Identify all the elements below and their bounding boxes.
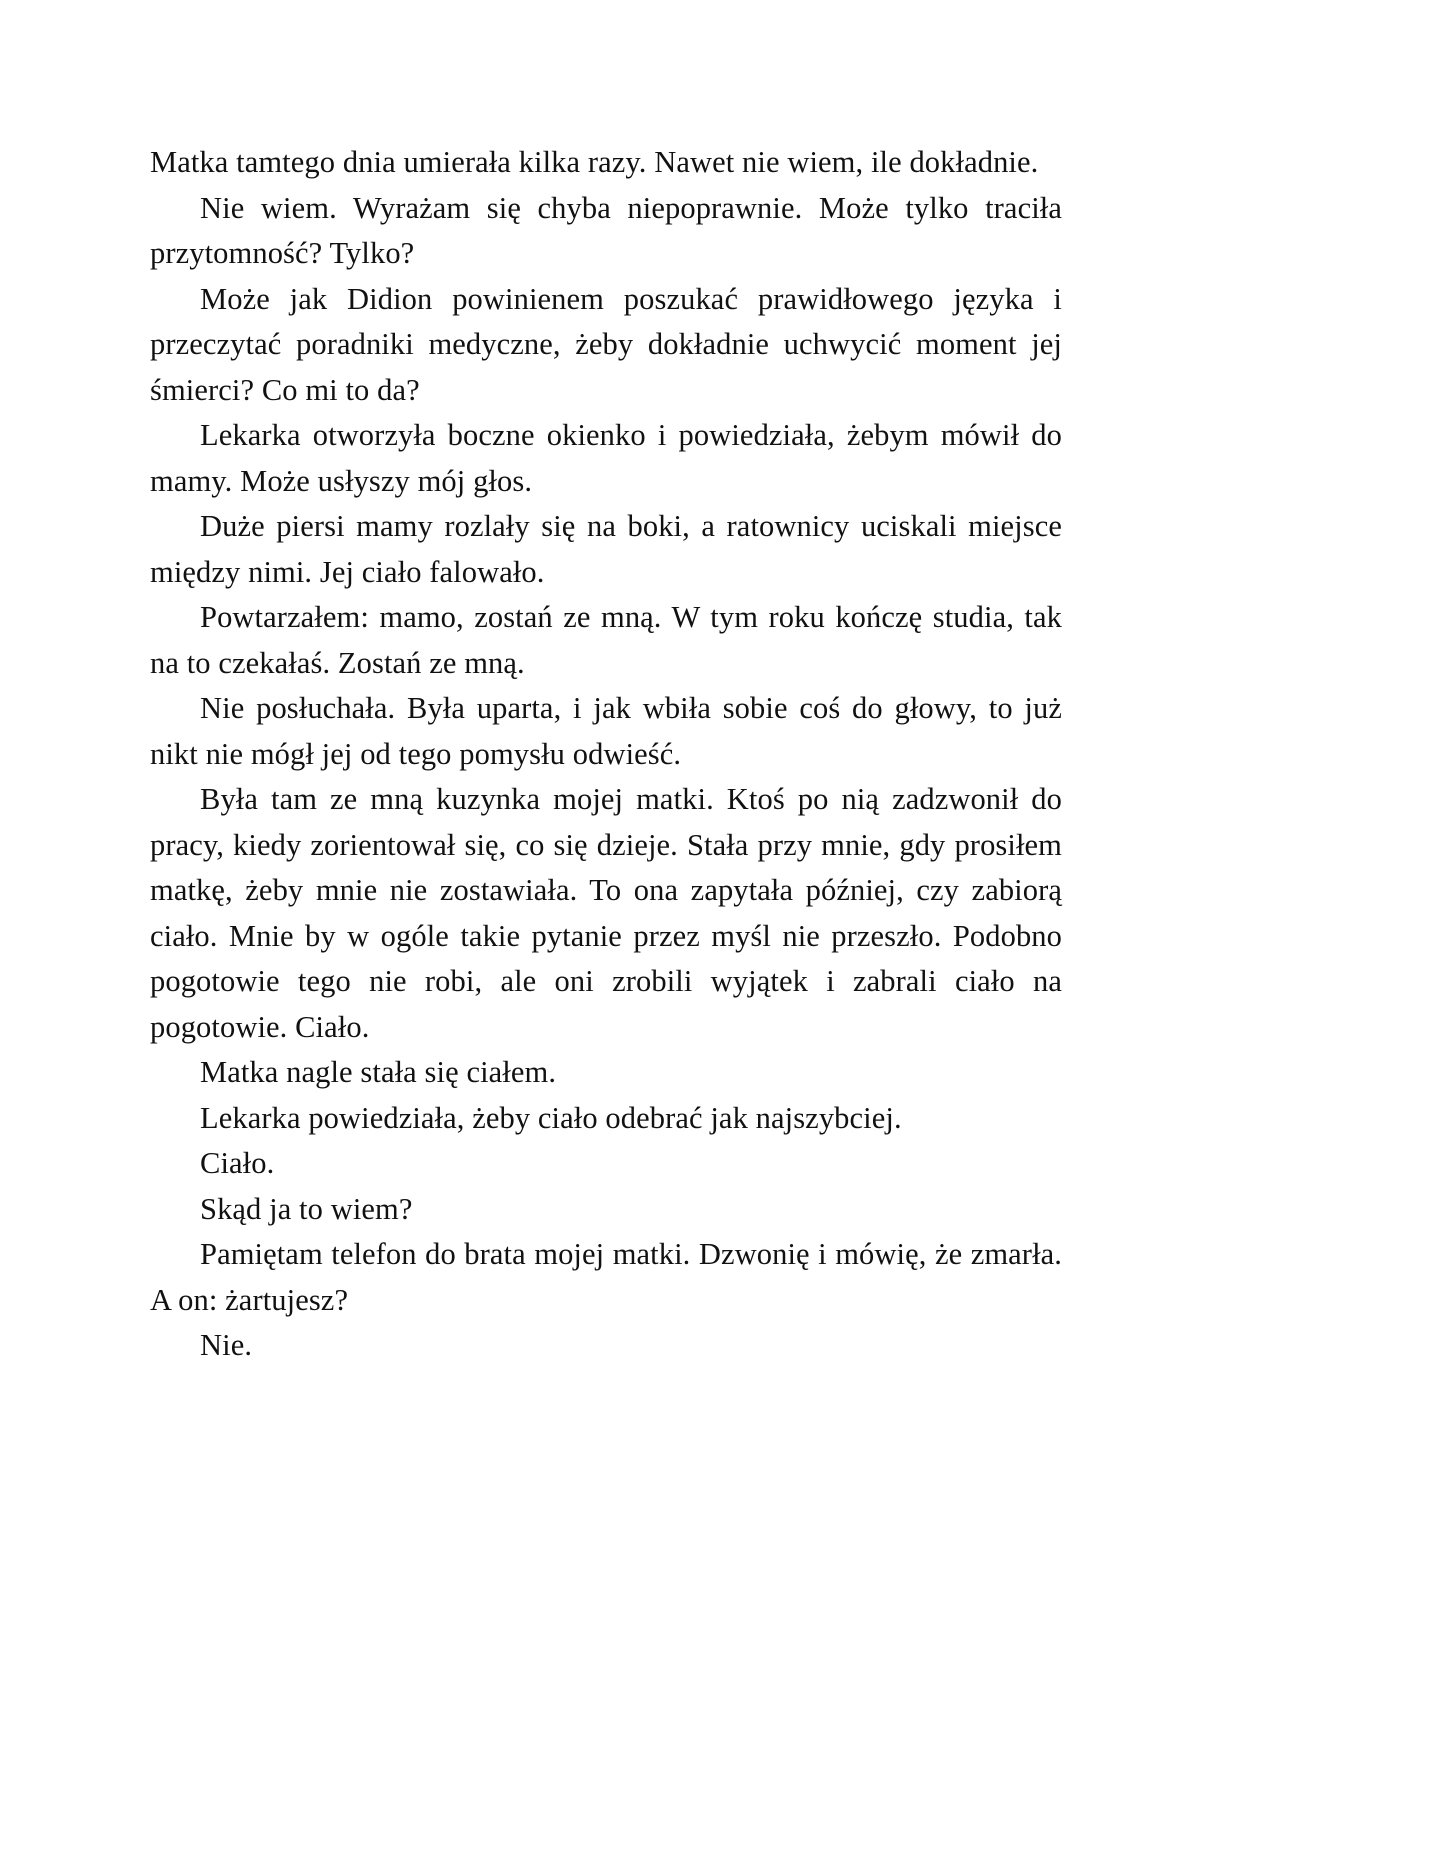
paragraph-1: Matka tamtego dnia umierała kilka razy. Nawet nie wiem, ile dokładnie. [150,145,1039,179]
paragraph-4: Lekarka otworzyła boczne okienko i powiedziała, żebym mówił do mamy. Może usłyszy mój głos. [150,418,1062,498]
paragraph-3: Może jak Didion powinienem poszukać prawidłowego języka i przeczytać poradniki medyczne, żeby dokładnie uchwycić moment jej śmierci? Co mi to da? [150,281,1062,407]
paragraph-6: Powtarzałem: mamo, zostań ze mną. W tym roku kończę studia, tak na to czekałaś. Zostań ze mną. [150,600,1062,680]
paragraph-7: Nie posłuchała. Była uparta, i jak wbiła sobie coś do głowy, to już nikt nie mógł jej od tego pomysłu odwieść. [150,691,1062,771]
paragraph-5: Duże piersi mamy rozlały się na boki, a ratownicy uciskali miejsce między nimi. Jej ciało falowało. [150,509,1062,589]
paragraph-9: Matka nagle stała się ciałem. [200,1055,557,1089]
paragraph-11: Ciało. [200,1146,275,1180]
paragraph-12: Skąd ja to wiem? [200,1191,413,1226]
body-text-column [150,140,1062,1369]
paragraph-10: Lekarka powiedziała, żeby ciało odebrać jak najszybciej. [200,1100,902,1135]
paragraph-2: Nie wiem. Wyrażam się chyba niepoprawnie. Może tylko traciła przytomność? Tylko? [150,190,1062,270]
paragraph-8: Była tam ze mną kuzynka mojej matki. Ktoś po nią zadzwonił do pracy, kiedy zorientował się, co się dzieje. Stała przy mnie, gdy prosiłem matkę, żeby mnie nie zostawiała. To ona zapytała później, czy zabiorą ciało. Mnie by w ogóle takie pytanie przez myśl nie przeszło. Podobno pogotowie tego nie robi, ale oni zrobili wyjątek i zabrali ciało na pogotowie. Ciało. [150,782,1062,1044]
paragraph-14: Nie. [200,1328,253,1362]
paragraph-13: Pamiętam telefon do brata mojej matki. Dzwonię i mówię, że zmarła. A on: żartujesz? [150,1237,1062,1317]
